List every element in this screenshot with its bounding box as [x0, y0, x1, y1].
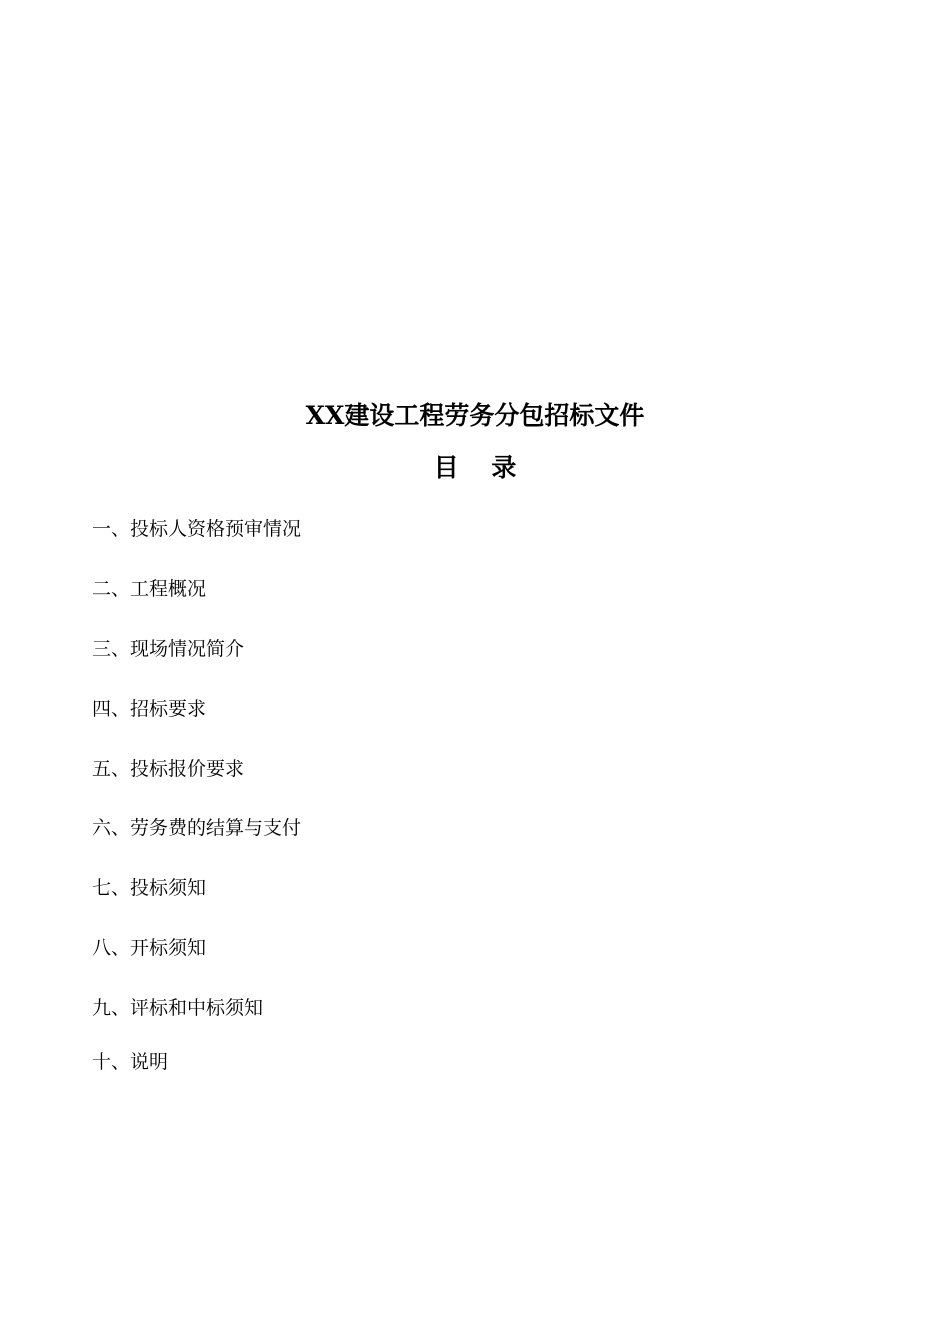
toc-item-9: 九、评标和中标须知	[92, 997, 264, 1019]
toc-item-2: 二、工程概况	[92, 578, 207, 600]
toc-item-10: 十、说明	[92, 1051, 169, 1073]
toc-item-4: 四、招标要求	[92, 698, 207, 720]
toc-item-3: 三、现场情况简介	[92, 638, 245, 660]
document-title: XX建设工程劳务分包招标文件	[305, 401, 645, 430]
toc-item-5: 五、投标报价要求	[92, 758, 245, 780]
toc-item-1: 一、投标人资格预审情况	[92, 518, 302, 540]
toc-item-8: 八、开标须知	[92, 937, 207, 959]
toc-item-7: 七、投标须知	[92, 877, 207, 899]
toc-item-6: 六、劳务费的结算与支付	[92, 817, 302, 839]
toc-heading: 目 录	[433, 453, 529, 482]
